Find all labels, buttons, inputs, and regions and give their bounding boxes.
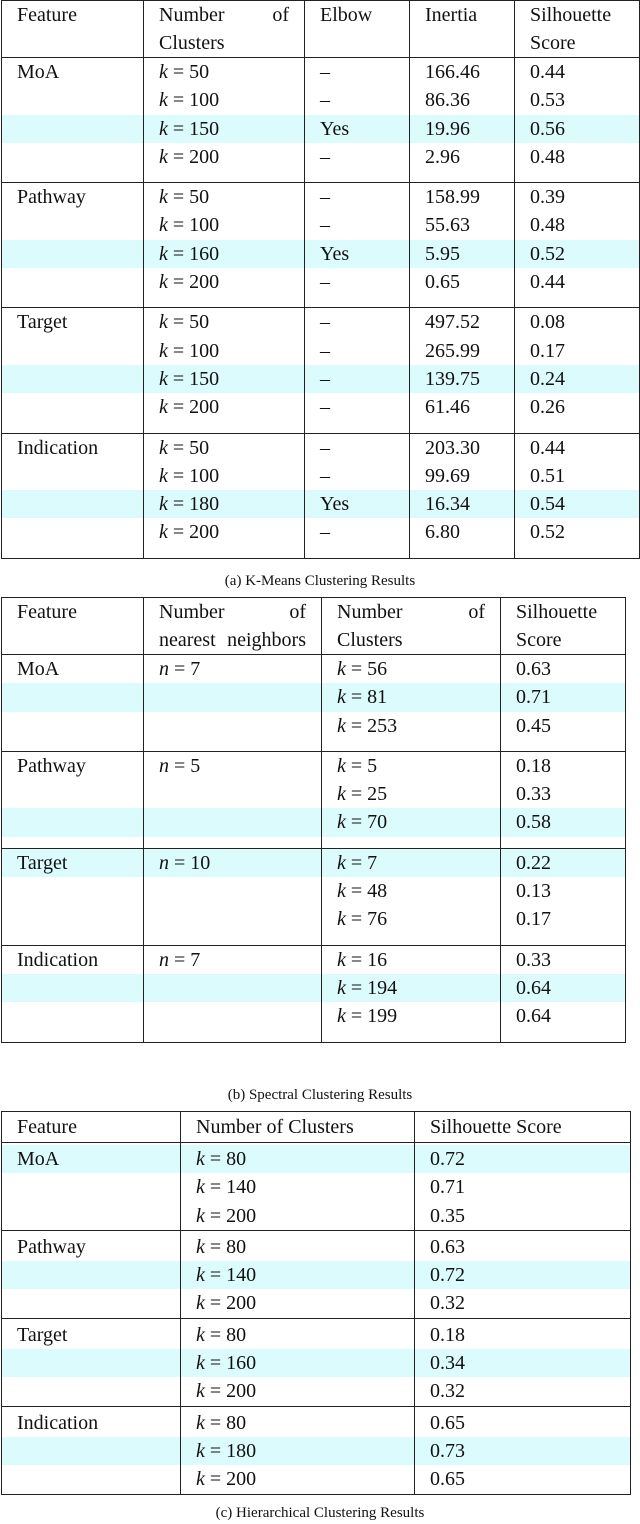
elbow-cell: – – Yes – (305, 183, 410, 308)
equals-sign: = (167, 396, 190, 419)
value: 80 (226, 1148, 247, 1170)
k-value (159, 396, 219, 418)
hierarchical-group-moa (2, 1143, 631, 1231)
value: 50 (189, 186, 210, 209)
feature-cell: Indication (2, 433, 144, 558)
k-value (337, 1005, 397, 1027)
variable-symbol: k (159, 521, 168, 544)
variable-symbol: k (159, 117, 168, 140)
equals-sign: = (345, 908, 368, 931)
equals-sign: = (167, 493, 190, 516)
k-value (159, 186, 209, 208)
feature-cell: MoA (2, 58, 144, 183)
spectral-group-pathway (2, 751, 626, 848)
k-value (337, 811, 387, 833)
feature-cell: MoA (2, 1143, 181, 1231)
neighbors-cell (144, 945, 322, 1042)
variable-symbol: k (159, 271, 168, 294)
variable-symbol: n (159, 754, 169, 777)
variable-symbol: n (159, 658, 169, 680)
variable-symbol: k (196, 1292, 205, 1315)
clusters-cell (322, 751, 501, 848)
value: 200 (189, 271, 220, 294)
k-value (337, 686, 387, 708)
value: 50 (189, 61, 210, 83)
value: 200 (226, 1292, 257, 1315)
variable-symbol: k (196, 1380, 205, 1403)
equals-sign: = (169, 948, 191, 971)
header-feature: Feature (17, 1116, 77, 1138)
equals-sign: = (345, 948, 368, 971)
kmeans-group-moa (2, 58, 640, 183)
value: 7 (190, 658, 201, 680)
variable-symbol: k (159, 493, 168, 516)
equals-sign: = (204, 1176, 227, 1199)
silhouette-cell: 0.63 0.71 0.45 (501, 655, 626, 752)
k-value (337, 852, 377, 874)
equals-sign: = (345, 976, 368, 999)
equals-sign: = (169, 851, 191, 874)
hierarchical-table (1, 1111, 631, 1495)
k-value (159, 118, 219, 140)
equals-sign: = (345, 686, 368, 709)
header-inertia: Inertia (410, 1, 515, 58)
feature-cell: Target (2, 848, 144, 945)
equals-sign: = (167, 464, 190, 487)
header-nearest-neighbors: Number of nearest neighbors (144, 598, 322, 655)
elbow-cell: – – Yes – (305, 58, 410, 183)
equals-sign: = (167, 117, 190, 140)
equals-sign: = (167, 242, 190, 265)
k-value (196, 1412, 246, 1434)
k-value (159, 340, 219, 362)
k-value (196, 1292, 256, 1314)
header-feature: Feature (17, 4, 77, 26)
value: 7 (367, 851, 378, 874)
silhouette-cell: 0.22 0.13 0.17 (501, 848, 626, 945)
variable-symbol: k (196, 1352, 205, 1375)
clusters-cell (322, 848, 501, 945)
equals-sign: = (169, 658, 191, 680)
feature-cell: Pathway (2, 183, 144, 308)
inertia-cell: 166.46 86.36 19.96 2.96 (410, 58, 515, 183)
kmeans-caption: (a) K-Means Clustering Results (224, 573, 416, 589)
equals-sign: = (204, 1264, 227, 1287)
equals-sign: = (345, 880, 368, 903)
variable-symbol: k (159, 61, 168, 83)
variable-symbol: k (196, 1411, 205, 1434)
equals-sign: = (167, 271, 190, 294)
variable-symbol: k (337, 811, 346, 834)
value: 16 (367, 948, 388, 971)
k-value (337, 949, 387, 971)
equals-sign: = (167, 61, 190, 83)
equals-sign: = (167, 311, 190, 334)
neighbors-cell (144, 655, 322, 752)
equals-sign: = (204, 1411, 227, 1434)
clusters-cell (144, 433, 305, 558)
variable-symbol: k (196, 1264, 205, 1287)
variable-symbol: n (159, 948, 169, 971)
value: 100 (189, 464, 220, 487)
equals-sign: = (167, 214, 190, 237)
hierarchical-caption: (c) Hierarchical Clustering Results (215, 1505, 425, 1521)
silhouette-cell: 0.39 0.48 0.52 0.44 (515, 183, 640, 308)
variable-symbol: k (337, 714, 346, 737)
spectral-header-row (2, 598, 626, 655)
hierarchical-header-row (2, 1112, 631, 1143)
silhouette-cell: 0.18 0.34 0.32 (415, 1318, 631, 1406)
spectral-table (1, 597, 626, 1043)
feature-cell: Target (2, 1318, 181, 1406)
variable-symbol: k (159, 242, 168, 265)
k-value (159, 214, 219, 236)
value: 5 (367, 754, 378, 777)
variable-symbol: k (159, 367, 168, 390)
variable-symbol: k (337, 783, 346, 806)
header-elbow: Elbow (305, 1, 410, 58)
spectral-group-target (2, 848, 626, 945)
equals-sign: = (167, 521, 190, 544)
value: 160 (189, 242, 220, 265)
variable-symbol: k (159, 145, 168, 168)
kmeans-group-indication (2, 433, 640, 558)
equals-sign: = (167, 339, 190, 362)
variable-symbol: k (196, 1235, 205, 1258)
equals-sign: = (167, 367, 190, 390)
feature-cell: Indication (2, 945, 144, 1042)
spectral-group-moa (2, 655, 626, 752)
elbow-cell: – – – – (305, 308, 410, 433)
value: 160 (226, 1352, 257, 1375)
neighbors-cell (144, 751, 322, 848)
equals-sign: = (169, 754, 191, 777)
value: 10 (190, 851, 211, 874)
header-number-of-clusters: Number of Clusters (144, 1, 305, 58)
k-value (159, 146, 219, 168)
k-value (196, 1324, 246, 1346)
variable-symbol: k (337, 908, 346, 931)
clusters-cell (144, 58, 305, 183)
variable-symbol: k (196, 1176, 205, 1199)
value: 180 (226, 1439, 257, 1462)
inertia-cell: 203.30 99.69 16.34 6.80 (410, 433, 515, 558)
k-value (196, 1440, 256, 1462)
equals-sign: = (345, 811, 368, 834)
equals-sign: = (204, 1468, 227, 1491)
header-feature: Feature (17, 601, 77, 623)
value: 76 (367, 908, 388, 931)
header-number-of-clusters: Number of Clusters (181, 1112, 415, 1143)
equals-sign: = (204, 1204, 227, 1227)
k-value (196, 1352, 256, 1374)
k-value (196, 1264, 256, 1286)
variable-symbol: k (337, 948, 346, 971)
k-value (159, 437, 209, 459)
value: 48 (367, 880, 388, 903)
clusters-cell (322, 945, 501, 1042)
value: 7 (190, 948, 201, 971)
value: 199 (367, 1005, 398, 1028)
equals-sign: = (204, 1323, 227, 1346)
variable-symbol: k (337, 976, 346, 999)
k-value (337, 880, 387, 902)
k-value (337, 715, 397, 737)
clusters-cell (181, 1230, 415, 1318)
clusters-cell (181, 1143, 415, 1231)
inertia-cell: 497.52 265.99 139.75 61.46 (410, 308, 515, 433)
equals-sign: = (204, 1439, 227, 1462)
k-value (159, 493, 219, 515)
feature-cell: Indication (2, 1406, 181, 1494)
value: 253 (367, 714, 398, 737)
k-value (159, 311, 209, 333)
silhouette-cell: 0.65 0.73 0.65 (415, 1406, 631, 1494)
header-silhouette-score: Silhouette Score (501, 598, 626, 655)
equals-sign: = (345, 851, 368, 874)
neighbors-cell (144, 848, 322, 945)
clusters-cell (322, 655, 501, 752)
equals-sign: = (345, 754, 368, 777)
k-value (159, 243, 219, 265)
k-value (196, 1205, 256, 1227)
kmeans-table (1, 0, 640, 559)
k-value (159, 465, 219, 487)
equals-sign: = (204, 1148, 227, 1170)
silhouette-cell: 0.08 0.17 0.24 0.26 (515, 308, 640, 433)
equals-sign: = (345, 1005, 368, 1028)
silhouette-cell: 0.72 0.71 0.35 (415, 1143, 631, 1231)
value: 56 (367, 658, 388, 680)
clusters-cell (181, 1318, 415, 1406)
header-number-of-clusters: Number of Clusters (322, 598, 501, 655)
feature-cell: Target (2, 308, 144, 433)
k-value (159, 368, 219, 390)
variable-symbol: k (196, 1148, 205, 1170)
variable-symbol: k (159, 396, 168, 419)
variable-symbol: k (337, 658, 346, 680)
k-value (159, 521, 219, 543)
silhouette-cell: 0.44 0.53 0.56 0.48 (515, 58, 640, 183)
variable-symbol: k (196, 1468, 205, 1491)
equals-sign: = (204, 1380, 227, 1403)
k-value (159, 89, 219, 111)
value: 200 (189, 521, 220, 544)
header-silhouette-score: Silhouette Score (515, 1, 640, 58)
variable-symbol: k (159, 311, 168, 334)
value: 100 (189, 339, 220, 362)
equals-sign: = (345, 714, 368, 737)
kmeans-group-pathway (2, 183, 640, 308)
equals-sign: = (167, 89, 190, 112)
value: 80 (226, 1323, 247, 1346)
value: 25 (367, 783, 388, 806)
equals-sign: = (345, 658, 368, 680)
equals-sign: = (204, 1292, 227, 1315)
value: 200 (226, 1380, 257, 1403)
hierarchical-group-pathway (2, 1230, 631, 1318)
inertia-cell: 158.99 55.63 5.95 0.65 (410, 183, 515, 308)
silhouette-cell: 0.18 0.33 0.58 (501, 751, 626, 848)
variable-symbol: k (159, 89, 168, 112)
equals-sign: = (204, 1235, 227, 1258)
equals-sign: = (204, 1352, 227, 1375)
variable-symbol: k (196, 1323, 205, 1346)
silhouette-cell: 0.63 0.72 0.32 (415, 1230, 631, 1318)
equals-sign: = (167, 186, 190, 209)
k-value (159, 271, 219, 293)
value: 100 (189, 89, 220, 112)
variable-symbol: k (196, 1439, 205, 1462)
spectral-group-indication (2, 945, 626, 1042)
header-silhouette-score: Silhouette Score (415, 1112, 631, 1143)
variable-symbol: k (337, 851, 346, 874)
variable-symbol: k (337, 880, 346, 903)
k-value (337, 658, 387, 680)
k-value (337, 755, 377, 777)
variable-symbol: k (159, 214, 168, 237)
k-value (196, 1148, 246, 1170)
n-value (159, 658, 200, 680)
hierarchical-group-target (2, 1318, 631, 1406)
variable-symbol: k (196, 1204, 205, 1227)
k-value (337, 783, 387, 805)
n-value (159, 852, 210, 874)
variable-symbol: k (159, 436, 168, 459)
value: 81 (367, 686, 388, 709)
clusters-cell (181, 1406, 415, 1494)
value: 70 (367, 811, 388, 834)
value: 50 (189, 436, 210, 459)
k-value (196, 1236, 246, 1258)
variable-symbol: k (159, 464, 168, 487)
variable-symbol: k (337, 686, 346, 709)
equals-sign: = (167, 436, 190, 459)
clusters-cell (144, 183, 305, 308)
kmeans-header-row (2, 1, 640, 58)
k-value (337, 908, 387, 930)
value: 80 (226, 1411, 247, 1434)
value: 200 (189, 396, 220, 419)
silhouette-cell: 0.44 0.51 0.54 0.52 (515, 433, 640, 558)
value: 100 (189, 214, 220, 237)
feature-cell: Pathway (2, 1230, 181, 1318)
n-value (159, 755, 200, 777)
n-value (159, 949, 200, 971)
value: 200 (226, 1204, 257, 1227)
feature-cell: MoA (2, 655, 144, 752)
spectral-caption: (b) Spectral Clustering Results (227, 1087, 413, 1103)
value: 140 (226, 1176, 257, 1199)
k-value (196, 1380, 256, 1402)
variable-symbol: n (159, 851, 169, 874)
value: 194 (367, 976, 398, 999)
value: 80 (226, 1235, 247, 1258)
clusters-cell (144, 308, 305, 433)
feature-cell: Pathway (2, 751, 144, 848)
variable-symbol: k (337, 754, 346, 777)
value: 150 (189, 367, 220, 390)
k-value (159, 61, 209, 83)
kmeans-group-target (2, 308, 640, 433)
silhouette-cell: 0.33 0.64 0.64 (501, 945, 626, 1042)
value: 150 (189, 117, 220, 140)
equals-sign: = (167, 145, 190, 168)
k-value (196, 1468, 256, 1490)
value: 50 (189, 311, 210, 334)
value: 140 (226, 1264, 257, 1287)
equals-sign: = (345, 783, 368, 806)
value: 180 (189, 493, 220, 516)
value: 200 (226, 1468, 257, 1491)
k-value (196, 1176, 256, 1198)
variable-symbol: k (337, 1005, 346, 1028)
variable-symbol: k (159, 339, 168, 362)
value: 200 (189, 145, 220, 168)
variable-symbol: k (159, 186, 168, 209)
hierarchical-group-indication (2, 1406, 631, 1494)
elbow-cell: – – Yes – (305, 433, 410, 558)
k-value (337, 977, 397, 999)
value: 5 (190, 754, 201, 777)
